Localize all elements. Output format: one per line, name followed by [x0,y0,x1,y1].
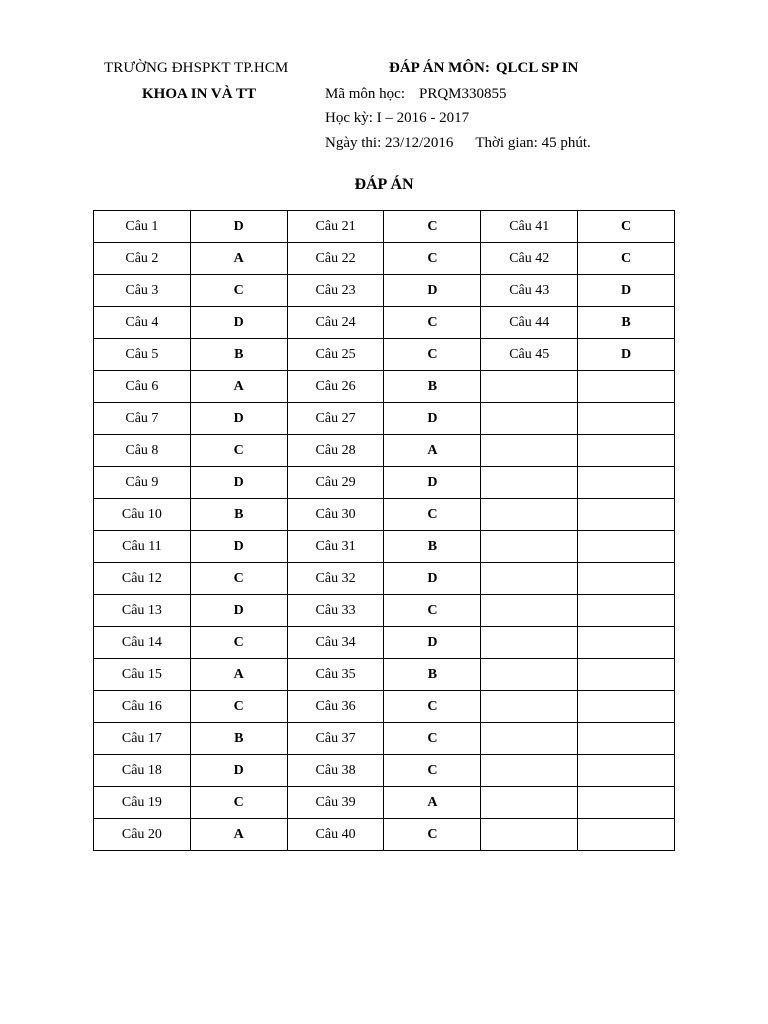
question-number-cell: Câu 38 [287,755,384,787]
question-number-cell: Câu 44 [481,307,578,339]
table-row [94,563,675,595]
course-code-line [325,85,507,103]
question-number-cell: Câu 11 [94,531,191,563]
table-row [94,275,675,307]
table-row [94,819,675,851]
empty-cell [481,435,578,467]
question-number-cell: Câu 45 [481,339,578,371]
question-number-cell: Câu 5 [94,339,191,371]
empty-cell [578,755,675,787]
answer-cell: A [190,819,287,851]
exam-date: Ngày thi: 23/12/2016 [325,135,454,151]
empty-cell [578,787,675,819]
empty-cell [578,563,675,595]
table-row [94,403,675,435]
question-number-cell: Câu 12 [94,563,191,595]
question-number-cell: Câu 28 [287,435,384,467]
answer-cell: C [384,691,481,723]
table-row [94,467,675,499]
question-number-cell: Câu 30 [287,499,384,531]
empty-cell [481,819,578,851]
empty-cell [578,403,675,435]
question-number-cell: Câu 10 [94,499,191,531]
answer-cell: A [190,243,287,275]
answer-cell: D [190,755,287,787]
subject-name: QLCL SP IN [495,60,579,76]
question-number-cell: Câu 19 [94,787,191,819]
answer-cell: B [190,339,287,371]
course-code-value: PRQM330855 [419,86,507,102]
question-number-cell: Câu 22 [287,243,384,275]
answer-cell: C [384,723,481,755]
table-row [94,691,675,723]
answer-cell: C [384,243,481,275]
question-number-cell: Câu 43 [481,275,578,307]
exam-duration: Thời gian: 45 phút. [475,135,591,151]
answer-cell: B [384,371,481,403]
answer-cell: C [578,211,675,243]
answer-cell: C [190,275,287,307]
question-number-cell: Câu 36 [287,691,384,723]
answer-cell: A [384,435,481,467]
question-number-cell: Câu 7 [94,403,191,435]
answer-cell: C [384,339,481,371]
question-number-cell: Câu 40 [287,819,384,851]
answer-cell: B [384,531,481,563]
answer-cell: C [578,243,675,275]
table-row [94,499,675,531]
table-row [94,595,675,627]
question-number-cell: Câu 33 [287,595,384,627]
empty-cell [578,595,675,627]
table-row [94,211,675,243]
answer-cell: D [190,307,287,339]
empty-cell [578,819,675,851]
answer-table-body [94,211,675,851]
answer-cell: D [384,275,481,307]
question-number-cell: Câu 13 [94,595,191,627]
question-number-cell: Câu 9 [94,467,191,499]
question-number-cell: Câu 20 [94,819,191,851]
table-row [94,243,675,275]
question-number-cell: Câu 29 [287,467,384,499]
question-number-cell: Câu 41 [481,211,578,243]
answer-cell: C [190,435,287,467]
table-row [94,723,675,755]
question-number-cell: Câu 39 [287,787,384,819]
answer-cell: A [190,659,287,691]
question-number-cell: Câu 32 [287,563,384,595]
answer-cell: D [384,563,481,595]
question-number-cell: Câu 35 [287,659,384,691]
question-number-cell: Câu 1 [94,211,191,243]
answer-cell: C [384,307,481,339]
answer-cell: B [190,723,287,755]
answer-cell: C [190,627,287,659]
answer-cell: B [578,307,675,339]
empty-cell [578,435,675,467]
school-name: TRƯỜNG ĐHSPKT TP.HCM [104,60,289,76]
empty-cell [481,787,578,819]
question-number-cell: Câu 2 [94,243,191,275]
question-number-cell: Câu 16 [94,691,191,723]
question-number-cell: Câu 24 [287,307,384,339]
table-row [94,435,675,467]
answer-cell: C [384,755,481,787]
table-row [94,627,675,659]
answer-cell: C [384,595,481,627]
answer-cell: A [384,787,481,819]
empty-cell [481,659,578,691]
question-number-cell: Câu 27 [287,403,384,435]
question-number-cell: Câu 34 [287,627,384,659]
answer-cell: D [190,403,287,435]
empty-cell [578,467,675,499]
question-number-cell: Câu 42 [481,243,578,275]
answer-cell: D [384,627,481,659]
empty-cell [578,499,675,531]
answer-cell: D [578,339,675,371]
empty-cell [481,627,578,659]
empty-cell [481,563,578,595]
table-row [94,531,675,563]
question-number-cell: Câu 31 [287,531,384,563]
answer-cell: C [190,691,287,723]
answer-table [93,210,675,851]
table-row [94,659,675,691]
semester-line: Học kỳ: I – 2016 - 2017 [325,110,470,126]
subject-heading [389,59,578,77]
answer-cell: C [384,211,481,243]
empty-cell [578,531,675,563]
answer-cell: B [190,499,287,531]
answer-cell: C [384,819,481,851]
empty-cell [481,467,578,499]
empty-cell [481,531,578,563]
table-row [94,371,675,403]
empty-cell [481,403,578,435]
course-code-label: Mã môn học: [325,86,405,102]
answer-cell: C [384,499,481,531]
answer-cell: D [384,403,481,435]
table-row [94,307,675,339]
table-row [94,787,675,819]
question-number-cell: Câu 14 [94,627,191,659]
question-number-cell: Câu 17 [94,723,191,755]
question-number-cell: Câu 25 [287,339,384,371]
question-number-cell: Câu 18 [94,755,191,787]
question-number-cell: Câu 4 [94,307,191,339]
question-number-cell: Câu 15 [94,659,191,691]
answer-key-title: ĐÁP ÁN [354,176,414,193]
question-number-cell: Câu 37 [287,723,384,755]
empty-cell [578,371,675,403]
answer-cell: C [190,787,287,819]
empty-cell [578,659,675,691]
exam-date-line [325,134,591,152]
empty-cell [481,499,578,531]
answer-cell: D [190,211,287,243]
faculty-name: KHOA IN VÀ TT [142,86,257,102]
empty-cell [578,723,675,755]
question-number-cell: Câu 26 [287,371,384,403]
empty-cell [578,691,675,723]
empty-cell [481,371,578,403]
empty-cell [481,595,578,627]
answer-cell: D [190,595,287,627]
empty-cell [481,691,578,723]
question-number-cell: Câu 3 [94,275,191,307]
answer-cell: D [190,531,287,563]
table-row [94,755,675,787]
answer-cell: C [190,563,287,595]
subject-label: ĐÁP ÁN MÔN: [389,60,490,76]
table-row [94,339,675,371]
empty-cell [481,723,578,755]
empty-cell [481,755,578,787]
empty-cell [578,627,675,659]
question-number-cell: Câu 23 [287,275,384,307]
answer-cell: A [190,371,287,403]
question-number-cell: Câu 6 [94,371,191,403]
answer-cell: D [190,467,287,499]
answer-cell: D [384,467,481,499]
answer-cell: D [578,275,675,307]
question-number-cell: Câu 21 [287,211,384,243]
question-number-cell: Câu 8 [94,435,191,467]
answer-cell: B [384,659,481,691]
